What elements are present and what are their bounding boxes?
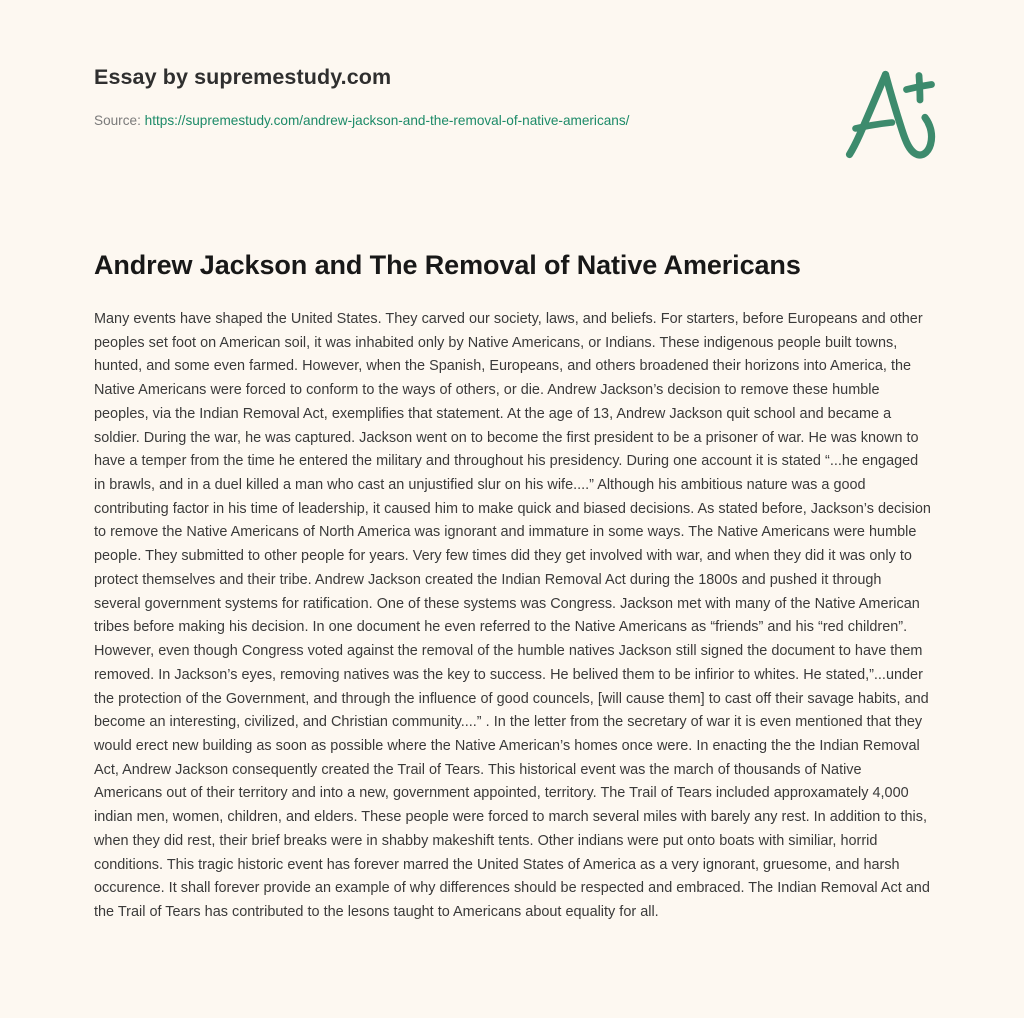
a-plus-logo-icon [830, 58, 946, 170]
page-header [94, 64, 930, 184]
article [94, 248, 932, 925]
source-line [94, 111, 930, 130]
site-logo[interactable] [830, 58, 946, 170]
article-body: Many events have shaped the United States. They carved our society, laws, and beliefs. For starters, before Europeans and other peoples set foot on American soil, it was inhabited only by Native Americans, or Indians. These indigenous people built towns, hunted, and some even farmed. However, when the Spanish, Europeans, and others broadened their horizons into America, the Native Americans were forced to conform to the ways of others, or die. Andrew Jackson’s decision to remove these humble peoples, via the Indian Removal Act, exemplifies that statement. At the age of 13, Andrew Jackson quit school and became a soldier. During the war, he was captured. Jackson went on to become the first president to be a prisoner of war. He was known to have a temper from the time he entered the military and throughout his presidency. During one account it is stated “...he engaged in brawls, and in a duel killed a man who cast an unjustified slur on his wife....” Although his ambitious nature was a good contributing factor in his time of leadership, it caused him to make quick and biased decisions. As stated before, Jackson’s decision to remove the Native Americans of North America was ignorant and immature in some ways. The Native Americans were humble people. They submitted to other people for years. Very few times did they get involved with war, and when they did it was only to protect themselves and their tribe. Andrew Jackson created the Indian Removal Act during the 1800s and pushed it through several government systems for ratification. One of these systems was Congress. Jackson met with many of the Native American tribes before making his decision. In one document he even referred to the Native Americans as “friends” and his “red children”. However, even though Congress voted against the removal of the humble natives Jackson still signed the document to have them removed. In Jackson’s eyes, removing natives was the key to success. He belived them to be infirior to whites. He stated,”...under the protection of the Government, and through the influence of good councels, [will cause them] to cast off their savage habits, and become an interesting, civilized, and Christian community....” . In the letter from the secretary of war it is even mentioned that they would erect new building as soon as possible where the Native American’s homes once were. In enacting the the Indian Removal Act, Andrew Jackson consequently created the Trail of Tears. This historical event was the march of thousands of Native Americans out of their territory and into a new, government appointed, territory. The Trail of Tears included approxamately 4,000 indian men, women, children, and elders. These people were forced to march several miles with barely any rest. In addition to this, when they did rest, their brief breaks were in shabby makeshift tents. Other indians were put onto boats with similiar, horrid conditions. This tragic historic event has forever marred the United States of America as a very ignorant, gruesome, and harsh occurence. It shall forever provide an example of why differences should be respected and embraced. The Indian Removal Act and the Trail of Tears has contributed to the lesons taught to Americans about equality for all. [94, 311, 931, 920]
article-title: Andrew Jackson and The Removal of Native Americans [94, 250, 801, 280]
source-label: Source: [94, 113, 141, 128]
site-title: Essay by supremestudy.com [94, 65, 392, 89]
source-url-link[interactable]: https://supremestudy.com/andrew-jackson-and-the-removal-of-native-americans/ [144, 113, 630, 128]
